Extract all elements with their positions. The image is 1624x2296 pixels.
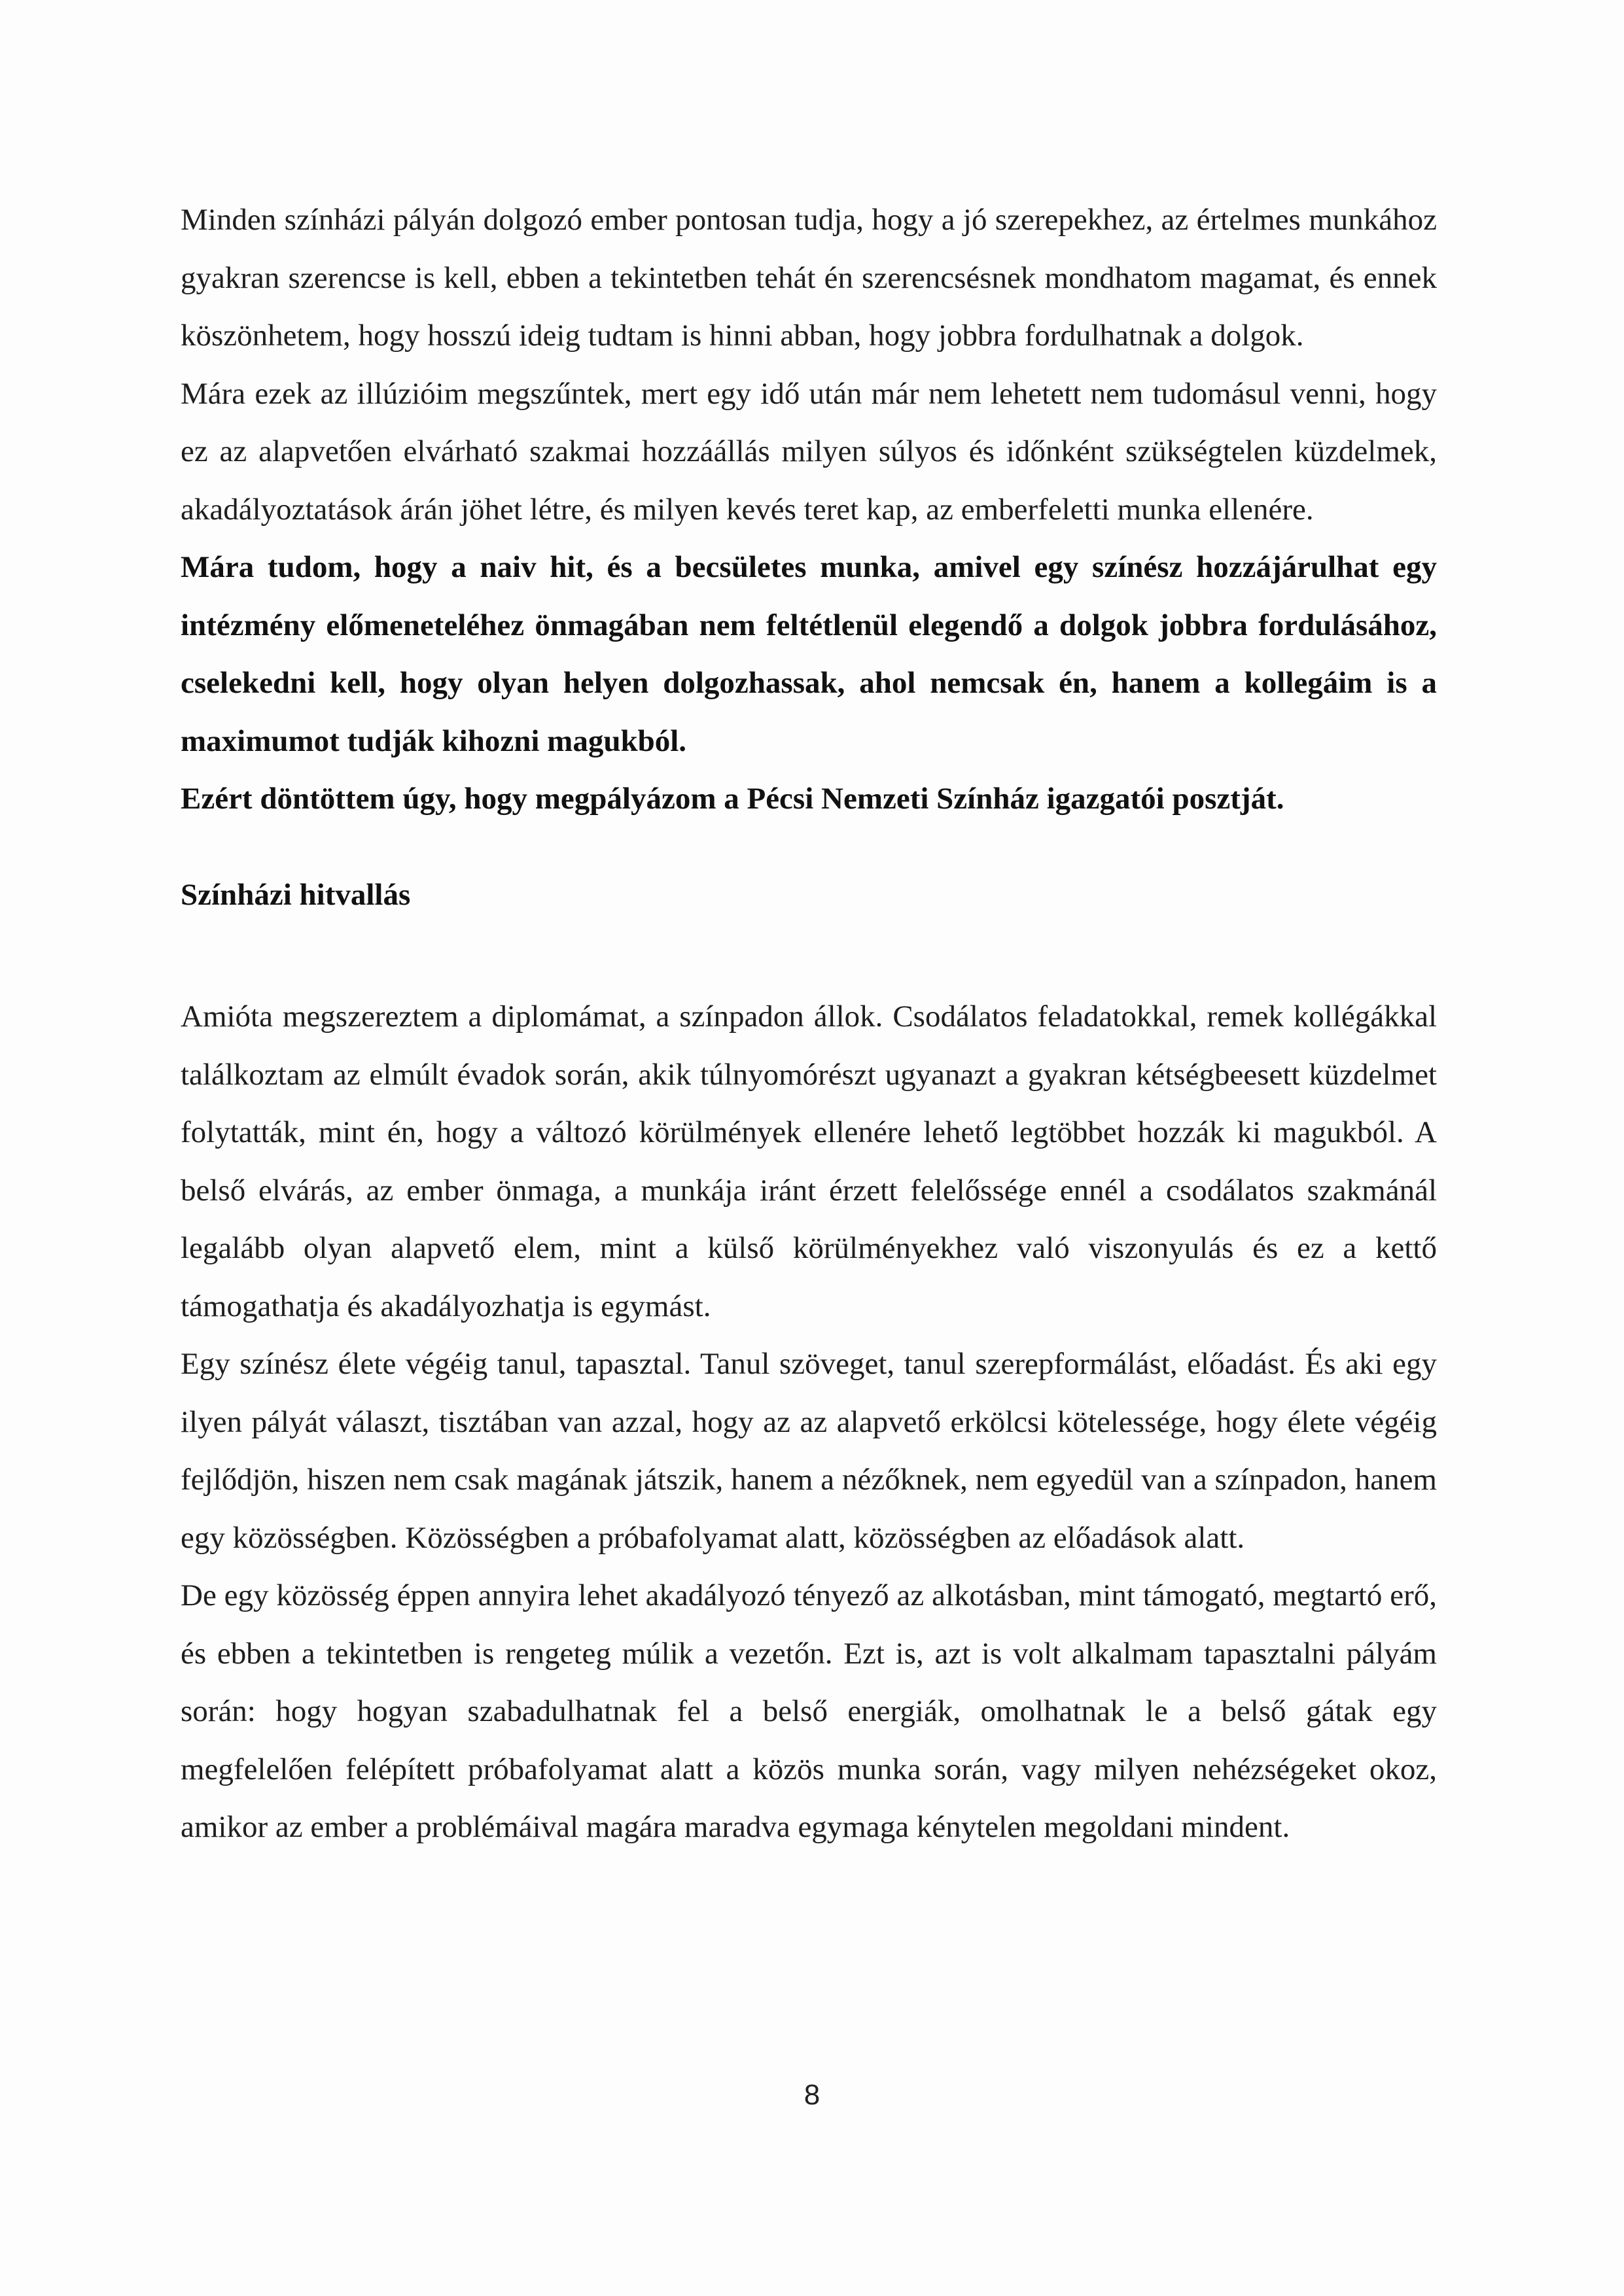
paragraph-bold-decision: Ezért döntöttem úgy, hogy megpályázom a Pécsi Nemzeti Színház igazgatói posztját. bbox=[181, 782, 1284, 816]
section-heading: Színházi hitvallás bbox=[181, 877, 411, 912]
paragraph-section-3: De egy közösség éppen annyira lehet akadályozó tényező az alkotásban, mint támogató, megtartó erő, és ebben a tekintetben is rengeteg múlik a vezetőn. Ezt is, azt is volt alkalmam tapasztalni pályám során: hogy hogyan szabadulhatnak fel a belső energiák, omolhatnak le a belső gátak egy megfelelően felépített próbafolyamat alatt a közös munka során, vagy milyen nehézségeket okoz, amikor az ember a problémáival magára maradva egymaga kénytelen megoldani mindent. bbox=[181, 1578, 1437, 1844]
page-number: 8 bbox=[803, 2079, 821, 2111]
document-body bbox=[181, 191, 1437, 1856]
paragraph-intro: Minden színházi pályán dolgozó ember pontosan tudja, hogy a jó szerepekhez, az értelmes munkához gyakran szerencse is kell, ebben a tekintetben tehát én szerencsésnek mondhatom magamat, és ennek köszönhetem, hogy hosszú ideig tudtam is hinni abban, hogy jobbra fordulhatnak a dolgok. bbox=[181, 203, 1437, 353]
paragraph-section-1: Amióta megszereztem a diplomámat, a színpadon állok. Csodálatos feladatokkal, remek kollégákkal találkoztam az elmúlt évadok során, akik túlnyomórészt ugyanazt a gyakran kétségbeesett küzdelmet folytatták, mint én, hogy a változó körülmények ellenére lehető legtöbbet hozzák ki magukból. A belső elvárás, az ember önmaga, a munkája iránt érzett felelőssége ennél a csodálatos szakmánál legalább olyan alapvető elem, mint a külső körülményekhez való viszonyulás és ez a kettő támogathatja és akadályozhatja is egymást. bbox=[181, 1000, 1437, 1323]
paragraph-illusions: Mára ezek az illúzióim megszűntek, mert egy idő után már nem lehetett nem tudomásul venni, hogy ez az alapvetően elvárható szakmai hozzáállás milyen súlyos és időnként szükségtelen küzdelmek, akadályoztatások árán jöhet létre, és milyen kevés teret kap, az emberfeletti munka ellenére. bbox=[181, 376, 1437, 527]
paragraph-bold-statement: Mára tudom, hogy a naiv hit, és a becsületes munka, amivel egy színész hozzájárulhat egy intézmény előmeneteléhez önmagában nem feltétlenül elegendő a dolgok jobbra fordulásához, cselekedni kell, hogy olyan helyen dolgozhassak, ahol nemcsak én, hanem a kollegáim is a maximumot tudják kihozni magukból. bbox=[181, 550, 1437, 758]
paragraph-section-2: Egy színész élete végéig tanul, tapasztal. Tanul szöveget, tanul szerepformálást, előadást. És aki egy ilyen pályát választ, tisztában van azzal, hogy az az alapvető erkölcsi kötelessége, hogy élete végéig fejlődjön, hiszen nem csak magának játszik, hanem a nézőknek, nem egyedül van a színpadon, hanem egy közösségben. Közösségben a próbafolyamat alatt, közösségben az előadások alatt. bbox=[181, 1347, 1437, 1555]
